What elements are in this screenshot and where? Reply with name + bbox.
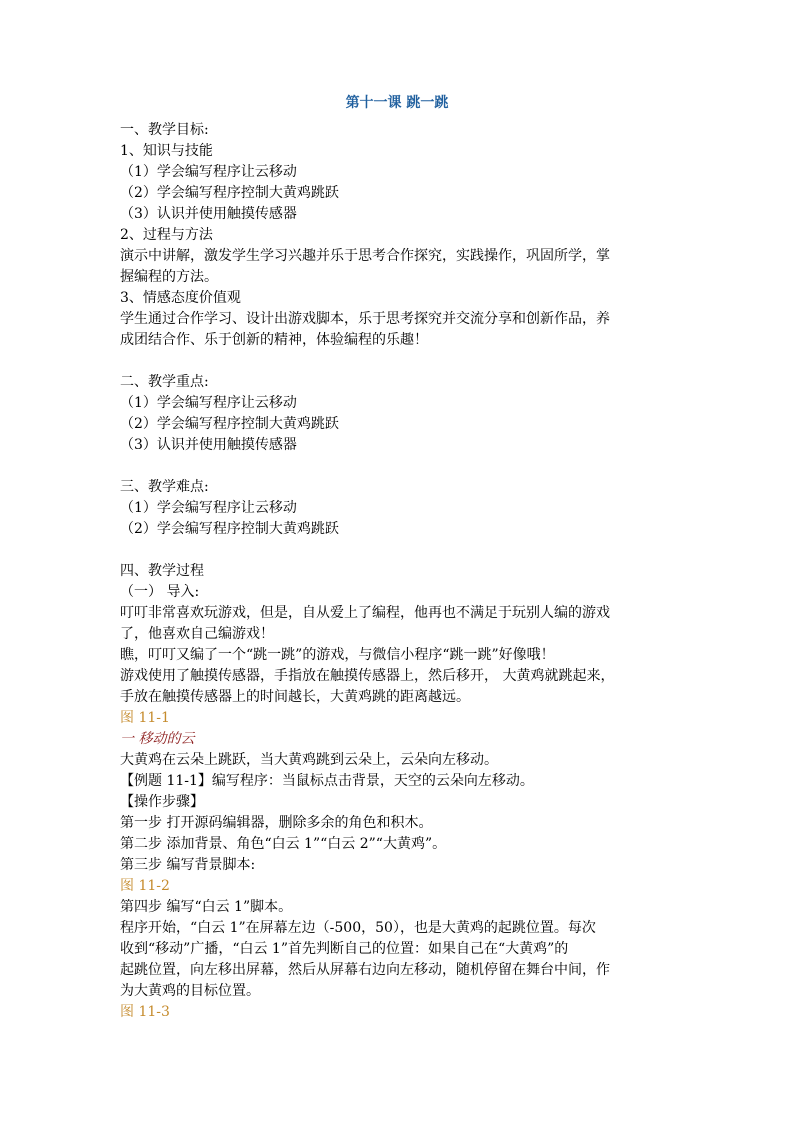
section-number: 一	[120, 731, 139, 747]
section-paragraph: 大黄鸡在云朵上跳跃，当大黄鸡跳到云朵上，云朵向左移动。	[120, 752, 498, 768]
step-paragraph: 程序开始，“白云 1”在屏幕左边（-500，50），也是大黄鸡的起跳位置。每次	[120, 920, 596, 936]
spacer	[120, 540, 674, 561]
figure-label: 图 11-2	[120, 878, 170, 894]
lesson-title: 第十一课 跳一跳	[345, 95, 449, 111]
section-title: 移动的云	[138, 731, 195, 747]
process-heading: 四、教学过程	[120, 563, 204, 579]
goals-sub1-item: （1）学会编写程序让云移动	[120, 164, 297, 180]
step-line: 第三步 编写背景脚本:	[120, 857, 256, 873]
goals-sub2: 2、过程与方法	[120, 227, 213, 243]
spacer	[120, 456, 674, 477]
step-paragraph: 起跳位置，向左移出屏幕，然后从屏幕右边向左移动，随机停留在舞台中间，作	[120, 962, 610, 978]
figure-label: 图 11-1	[120, 710, 170, 726]
intro-paragraph: 瞧，叮叮又编了一个“跳一跳”的游戏，与微信小程序“跳一跳”好像哦！	[120, 647, 555, 663]
key-point-item: （3）认识并使用触摸传感器	[120, 437, 297, 453]
spacer	[120, 351, 674, 372]
intro-paragraph: 游戏使用了触摸传感器，手指放在触摸传感器上，然后移开， 大黄鸡就跳起来，	[120, 668, 615, 684]
key-point-item: （1）学会编写程序让云移动	[120, 395, 297, 411]
difficult-point-item: （1）学会编写程序让云移动	[120, 500, 297, 516]
intro-paragraph: 了，他喜欢自己编游戏！	[120, 626, 274, 642]
goals-sub1-item: （3）认识并使用触摸传感器	[120, 206, 297, 222]
goals-heading: 一、教学目标:	[120, 122, 209, 138]
goals-sub2-text: 演示中讲解，激发学生学习兴趣并乐于思考合作探究，实践操作，巩固所学，掌	[120, 248, 610, 264]
step-line: 第四步 编写“白云 1”脚本。	[120, 899, 293, 915]
step-line: 第一步 打开源码编辑器，删除多余的角色和积木。	[120, 815, 433, 831]
step-paragraph: 为大黄鸡的目标位置。	[120, 983, 260, 999]
key-point-item: （2）学会编写程序控制大黄鸡跳跃	[120, 416, 339, 432]
step-line: 第二步 添加背景、角色“白云 1”“白云 2”“大黄鸡”。	[120, 836, 447, 852]
goals-sub3-text: 学生通过合作学习、设计出游戏脚本，乐于思考探究并交流分享和创新作品，养	[120, 311, 610, 327]
goals-sub2-text: 握编程的方法。	[120, 269, 218, 285]
step-paragraph: 收到“移动”广播，“白云 1”首先判断自己的位置：如果自己在“大黄鸡”的	[120, 941, 569, 957]
intro-heading: （一） 导入:	[120, 584, 200, 600]
intro-paragraph: 手放在触摸传感器上的时间越长，大黄鸡跳的距离越远。	[120, 689, 470, 705]
example-line: 【例题 11-1】编写程序：当鼠标点击背景，天空的云朵向左移动。	[120, 773, 534, 789]
difficult-point-item: （2）学会编写程序控制大黄鸡跳跃	[120, 521, 339, 537]
key-points-heading: 二、教学重点:	[120, 374, 209, 390]
difficult-points-heading: 三、教学难点:	[120, 479, 209, 495]
figure-label: 图 11-3	[120, 1004, 170, 1020]
steps-heading: 【操作步骤】	[120, 794, 204, 810]
goals-sub3: 3、情感态度价值观	[120, 290, 241, 306]
goals-sub3-text: 成团结合作、乐于创新的精神，体验编程的乐趣！	[120, 332, 428, 348]
intro-paragraph: 叮叮非常喜欢玩游戏，但是，自从爱上了编程，他再也不满足于玩别人编的游戏	[120, 605, 610, 621]
goals-sub1: 1、知识与技能	[120, 143, 213, 159]
section-heading	[120, 729, 674, 750]
goals-sub1-item: （2）学会编写程序控制大黄鸡跳跃	[120, 185, 339, 201]
